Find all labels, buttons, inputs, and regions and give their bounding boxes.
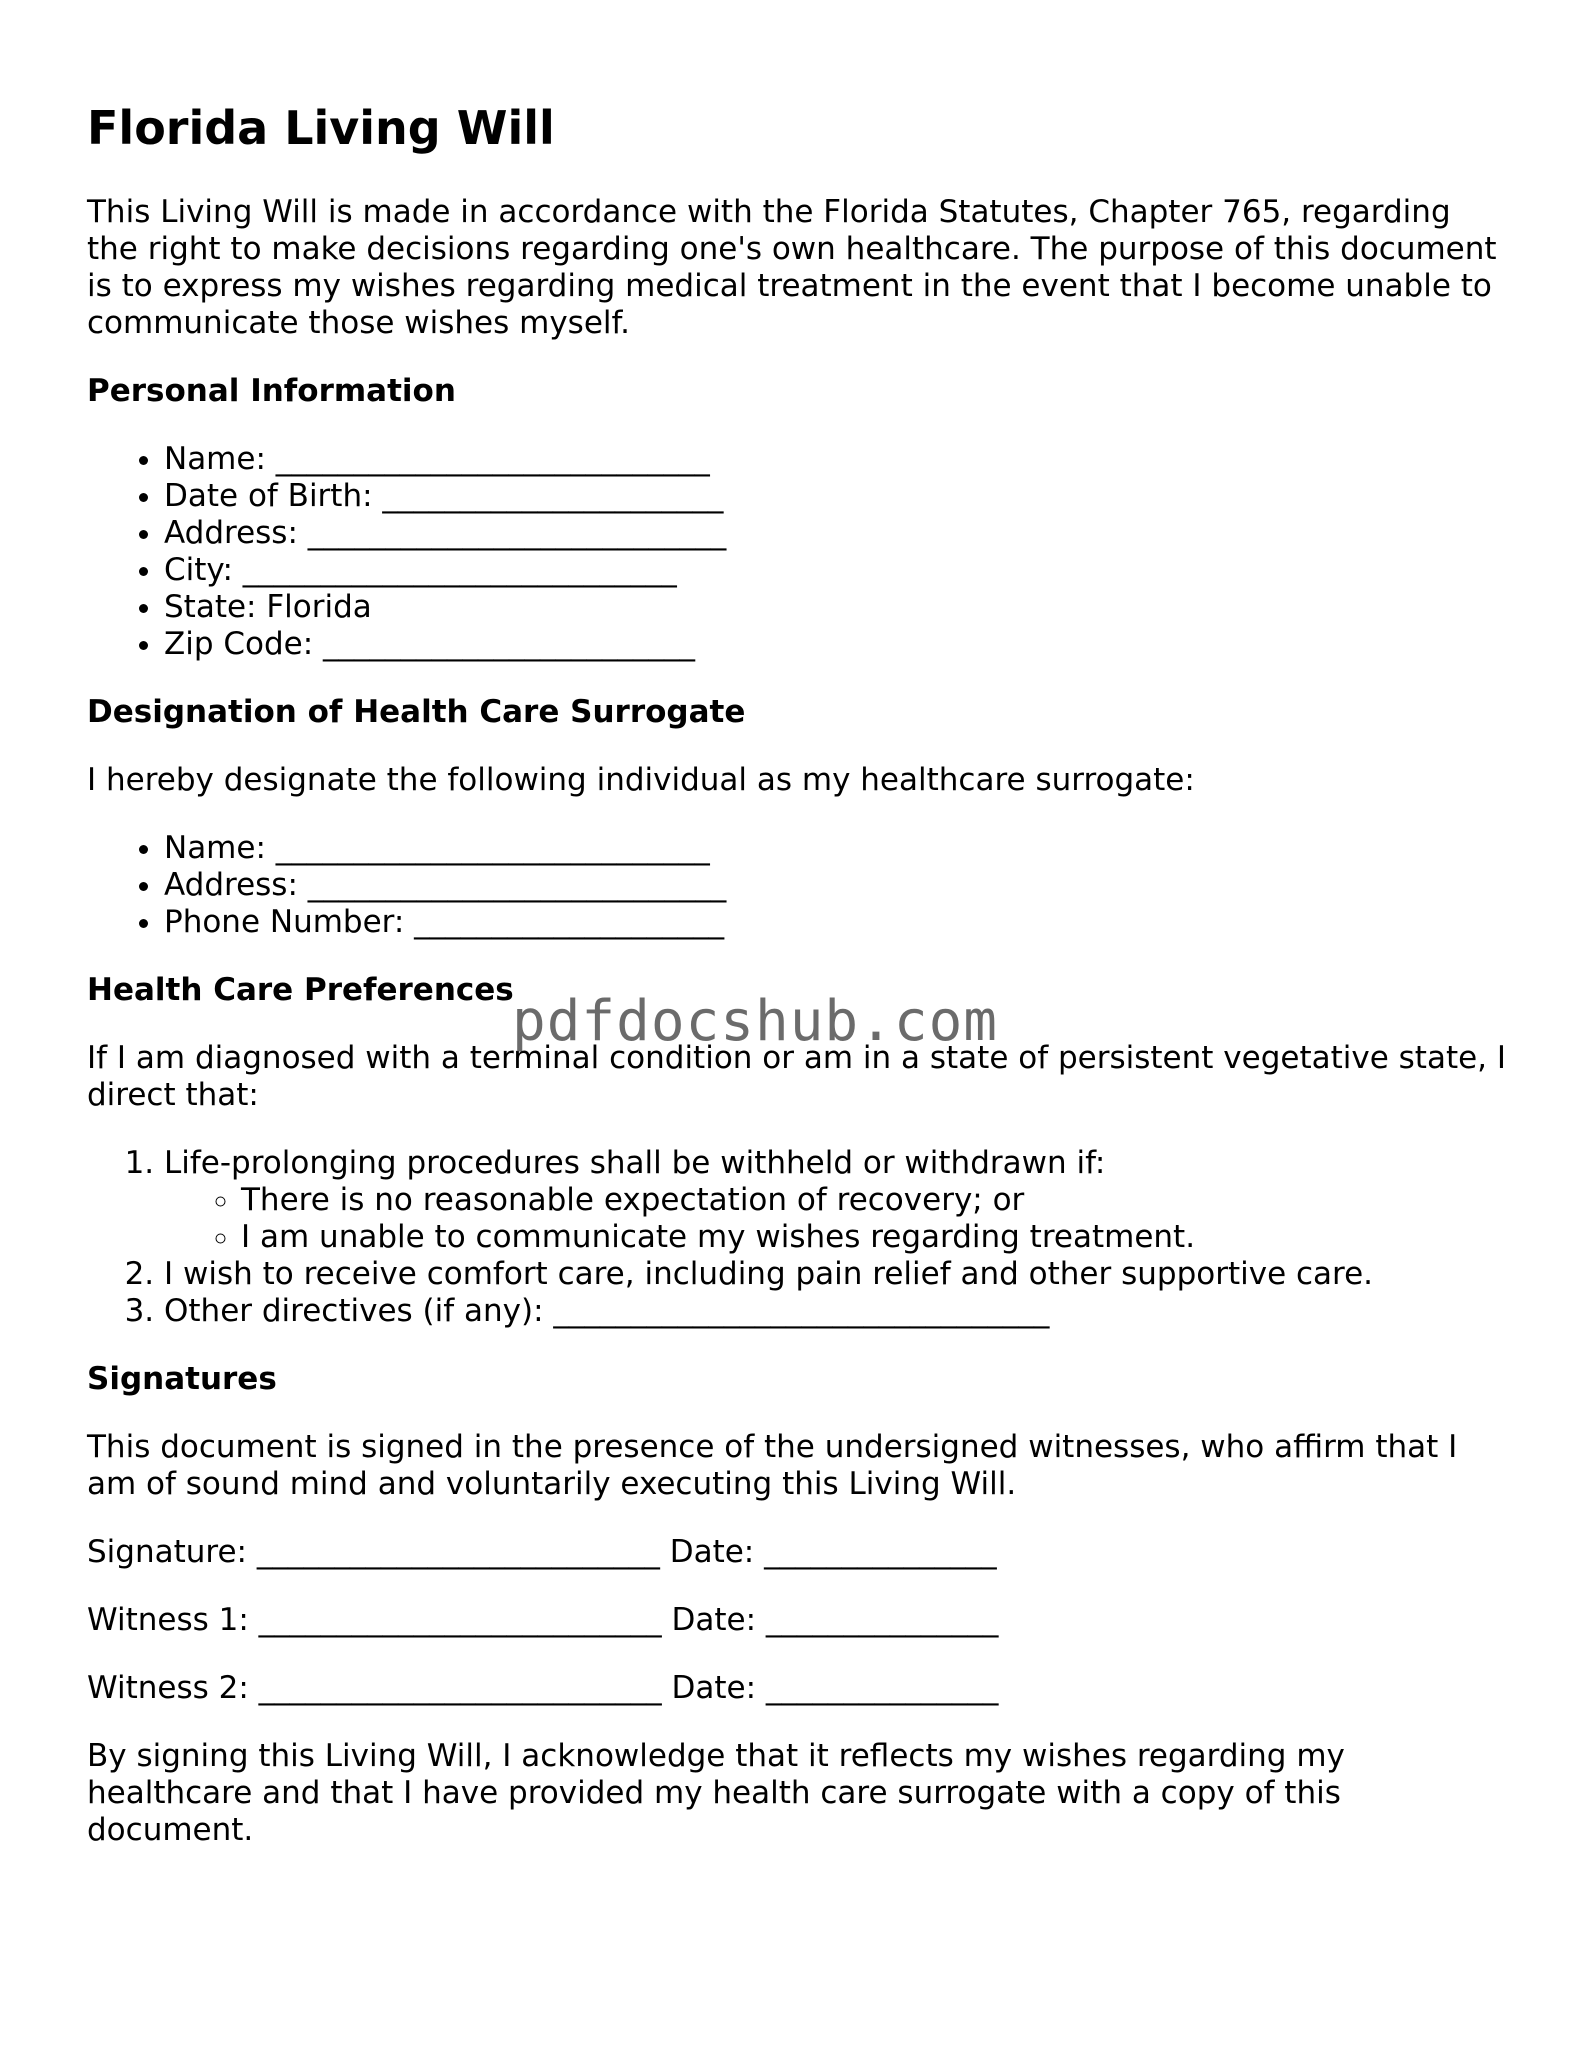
preference-sublist [164, 1182, 1507, 1256]
signatures-heading: Signatures [87, 1361, 277, 1397]
watermark: pdfdocshub.com [512, 989, 999, 1054]
witness-1-line: Witness 1: __________________________ Date: _______________ [87, 1602, 999, 1638]
document-page [87, 100, 1507, 1880]
preference-item-text: Life-prolonging procedures shall be withheld or withdrawn if: [164, 1145, 1106, 1181]
intro-paragraph: This Living Will is made in accordance with the Florida Statutes, Chapter 765, regarding the right to make decisions regarding one's own healthcare. The purpose of this document is to express my wishes regarding medical treatment in the event that I become unable to communicate those wishes myself. [87, 194, 1497, 341]
surrogate-paragraph: I hereby designate the following individual as my healthcare surrogate: [87, 762, 1195, 798]
document-title: Florida Living Will [87, 101, 555, 155]
closing-paragraph: By signing this Living Will, I acknowledge that it reflects my wishes regarding my healthcare and that I have provided my health care surrogate with a copy of this document. [87, 1738, 1345, 1848]
list-item: • Address: ___________________________ [164, 515, 1507, 552]
list-item: • Date of Birth: ______________________ [164, 478, 1507, 515]
signature-line: Signature: __________________________ Date: _______________ [87, 1534, 997, 1570]
signatures-paragraph: This document is signed in the presence of the undersigned witnesses, who affirm that I am of sound mind and voluntarily executing this Living Will. [87, 1429, 1458, 1502]
personal-info-heading: Personal Information [87, 373, 456, 409]
list-item [164, 1145, 1507, 1256]
list-item: • City: ____________________________ [164, 552, 1507, 589]
list-item: • State: Florida [164, 589, 1507, 626]
surrogate-list [87, 830, 1507, 941]
personal-info-list [87, 441, 1507, 663]
witness-2-line: Witness 2: __________________________ Date: _______________ [87, 1670, 999, 1706]
list-item: ◦ I am unable to communicate my wishes regarding treatment. [241, 1219, 1507, 1256]
preferences-paragraph: If I am diagnosed with a terminal condition or am in a state of persistent vegetative state, I direct that: [87, 1040, 1507, 1113]
list-item: • Zip Code: ________________________ [164, 626, 1507, 663]
list-item: ◦ There is no reasonable expectation of recovery; or [241, 1182, 1507, 1219]
list-item: • Phone Number: ____________________ [164, 904, 1507, 941]
preferences-heading: Health Care Preferences [87, 972, 514, 1008]
surrogate-heading: Designation of Health Care Surrogate [87, 694, 746, 730]
list-item: • Name: ____________________________ [164, 441, 1507, 478]
preferences-list [87, 1145, 1507, 1330]
list-item: 2. I wish to receive comfort care, including pain relief and other supportive care. [164, 1256, 1507, 1293]
list-item: • Name: ____________________________ [164, 830, 1507, 867]
list-item: 3. Other directives (if any): ________________________________ [164, 1293, 1507, 1330]
list-item: • Address: ___________________________ [164, 867, 1507, 904]
